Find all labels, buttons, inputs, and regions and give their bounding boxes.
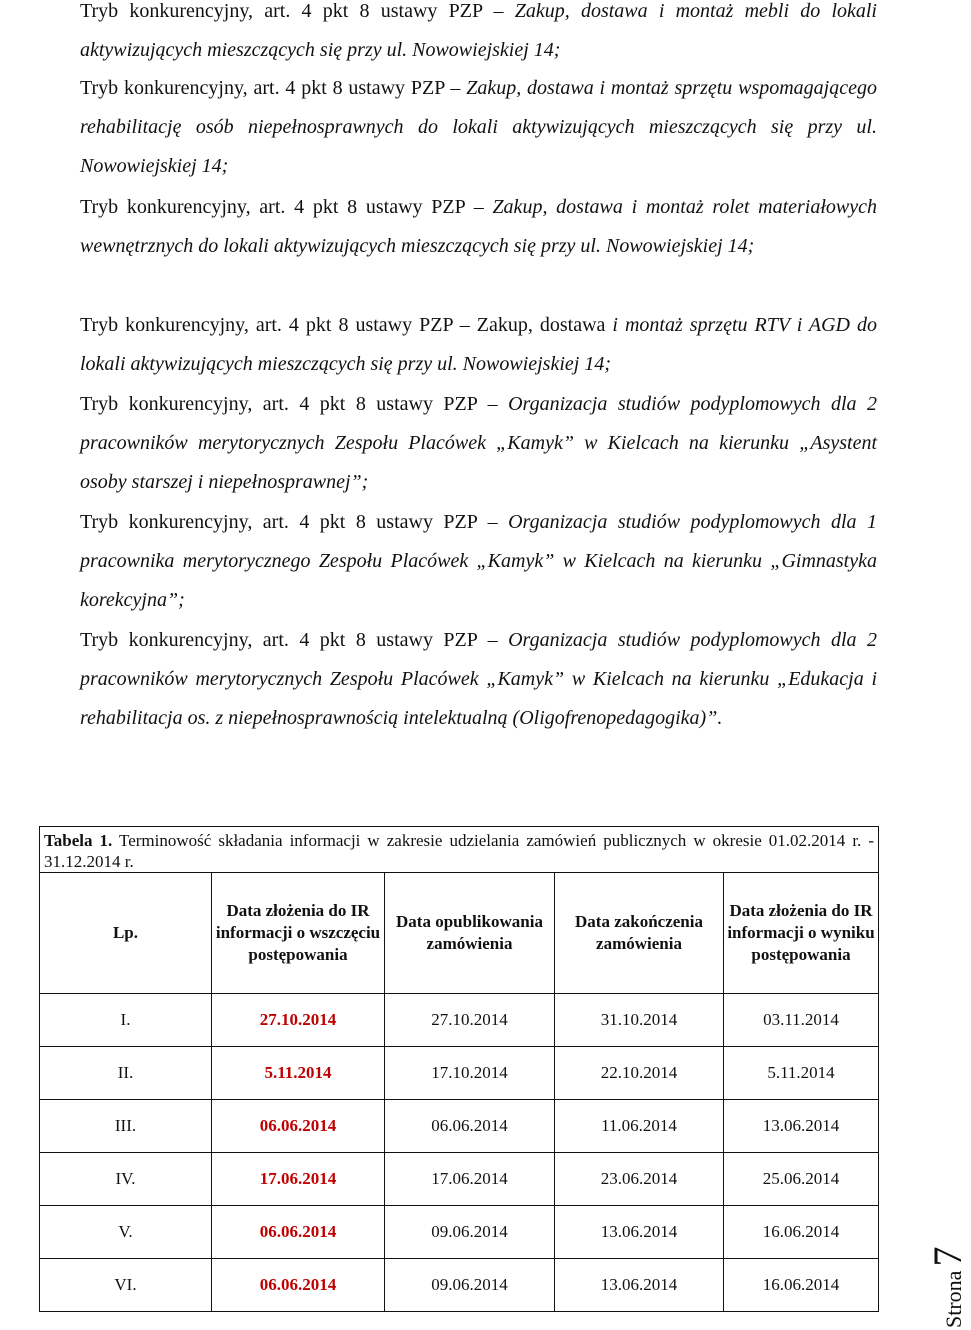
table-cell: 27.10.2014 xyxy=(212,994,385,1047)
item-subject: i montaż sprzętu RTV i AGD do lokali aktywizujących mieszczących się przy ul. Nowowiejskiej 14; xyxy=(80,314,877,375)
column-header: Data opublikowania zamówienia xyxy=(385,873,555,994)
table-cell: 23.06.2014 xyxy=(555,1153,724,1206)
item-subject: Zakup, dostawa i montaż rolet materiałowych wewnętrznych do lokali aktywizujących mieszczących się przy ul. Nowowiejskiej 14; xyxy=(80,196,877,257)
table-cell: 16.06.2014 xyxy=(724,1206,879,1259)
column-header: Data złożenia do IR informacji o wyniku postępowania xyxy=(724,873,879,994)
table-cell: 09.06.2014 xyxy=(385,1206,555,1259)
item-text xyxy=(80,503,877,620)
table-cell: 03.11.2014 xyxy=(724,994,879,1047)
table-cell: 13.06.2014 xyxy=(555,1259,724,1312)
item-subject: Zakup, dostawa i montaż mebli do lokali aktywizujących mieszczących się przy ul. Nowowiejskiej 14; xyxy=(80,0,877,61)
deadline-table-wrapper xyxy=(39,826,878,1312)
table-cell: 17.10.2014 xyxy=(385,1047,555,1100)
item-text xyxy=(80,188,877,266)
table-cell: V. xyxy=(40,1206,212,1259)
table-caption xyxy=(40,827,879,873)
item-lead: Tryb konkurencyjny, art. 4 pkt 8 ustawy PZP – xyxy=(80,77,467,99)
deadline-table xyxy=(39,826,879,1312)
item-lead: Tryb konkurencyjny, art. 4 pkt 8 ustawy PZP – xyxy=(80,511,509,533)
page-number-rotated xyxy=(924,1247,971,1328)
column-header: Data zakończenia zamówienia xyxy=(555,873,724,994)
table-cell: 27.10.2014 xyxy=(385,994,555,1047)
table-row xyxy=(40,1047,879,1100)
column-header: Data złożenia do IR informacji o wszczęciu postępowania xyxy=(212,873,385,994)
table-cell: II. xyxy=(40,1047,212,1100)
item-text xyxy=(80,306,877,384)
table-cell: 06.06.2014 xyxy=(385,1100,555,1153)
table-cell: 06.06.2014 xyxy=(212,1206,385,1259)
table-cell: 06.06.2014 xyxy=(212,1100,385,1153)
table-row xyxy=(40,1153,879,1206)
item-lead: Tryb konkurencyjny, art. 4 pkt 8 ustawy PZP – xyxy=(80,196,493,218)
page-label: Strona xyxy=(941,1270,966,1328)
item-text xyxy=(80,69,877,186)
item-lead: Tryb konkurencyjny, art. 4 pkt 8 ustawy PZP – xyxy=(80,629,509,651)
table-cell: 13.06.2014 xyxy=(724,1100,879,1153)
item-lead: Tryb konkurencyjny, art. 4 pkt 8 ustawy PZP – xyxy=(80,393,509,415)
column-header: Lp. xyxy=(40,873,212,994)
item-lead: Tryb konkurencyjny, art. 4 pkt 8 ustawy PZP – xyxy=(80,0,515,22)
page-footer xyxy=(918,1240,970,1330)
table-cell: 31.10.2014 xyxy=(555,994,724,1047)
item-lead: Tryb konkurencyjny, art. 4 pkt 8 ustawy PZP – Zakup, dostawa xyxy=(80,314,613,336)
item-subject: Zakup, dostawa i montaż sprzętu wspomagającego rehabilitację osób niepełnosprawnych do lokali aktywizujących mieszczących się przy ul. Nowowiejskiej 14; xyxy=(80,77,877,177)
table-cell: 25.06.2014 xyxy=(724,1153,879,1206)
item-text xyxy=(80,0,877,70)
item-text xyxy=(80,621,877,738)
table-cell: 16.06.2014 xyxy=(724,1259,879,1312)
table-row xyxy=(40,994,879,1047)
table-cell: 17.06.2014 xyxy=(385,1153,555,1206)
page-number: 7 xyxy=(925,1246,970,1267)
table-row xyxy=(40,1100,879,1153)
item-subject: Organizacja studiów podyplomowych dla 2 pracowników merytorycznych Zespołu Placówek „Kamyk” w Kielcach na kierunku „Edukacja i rehabilitacja os. z niepełnosprawnością intelektualną (Oligofrenopedagogika)”. xyxy=(80,629,877,729)
table-row xyxy=(40,1206,879,1259)
table-cell: VI. xyxy=(40,1259,212,1312)
table-cell: 11.06.2014 xyxy=(555,1100,724,1153)
table-cell: 5.11.2014 xyxy=(212,1047,385,1100)
table-cell: 06.06.2014 xyxy=(212,1259,385,1312)
table-caption-label: Tabela 1. xyxy=(44,831,113,850)
table-header-row xyxy=(40,873,879,994)
table-cell: 22.10.2014 xyxy=(555,1047,724,1100)
item-subject: Organizacja studiów podyplomowych dla 2 pracowników merytorycznych Zespołu Placówek „Kamyk” w Kielcach na kierunku „Asystent osoby starszej i niepełnosprawnej”; xyxy=(80,393,877,493)
item-subject: Organizacja studiów podyplomowych dla 1 pracownika merytorycznego Zespołu Placówek „Kamyk” w Kielcach na kierunku „Gimnastyka korekcyjna”; xyxy=(80,511,877,611)
table-cell: 09.06.2014 xyxy=(385,1259,555,1312)
table-cell: I. xyxy=(40,994,212,1047)
table-caption-text: Terminowość składania informacji w zakresie udzielania zamówień publicznych w okresie 01.02.2014 r. - 31.12.2014 r. xyxy=(44,831,874,871)
table-cell: IV. xyxy=(40,1153,212,1206)
table-row xyxy=(40,1259,879,1312)
table-cell: III. xyxy=(40,1100,212,1153)
table-cell: 5.11.2014 xyxy=(724,1047,879,1100)
item-text xyxy=(80,385,877,502)
table-cell: 13.06.2014 xyxy=(555,1206,724,1259)
table-cell: 17.06.2014 xyxy=(212,1153,385,1206)
